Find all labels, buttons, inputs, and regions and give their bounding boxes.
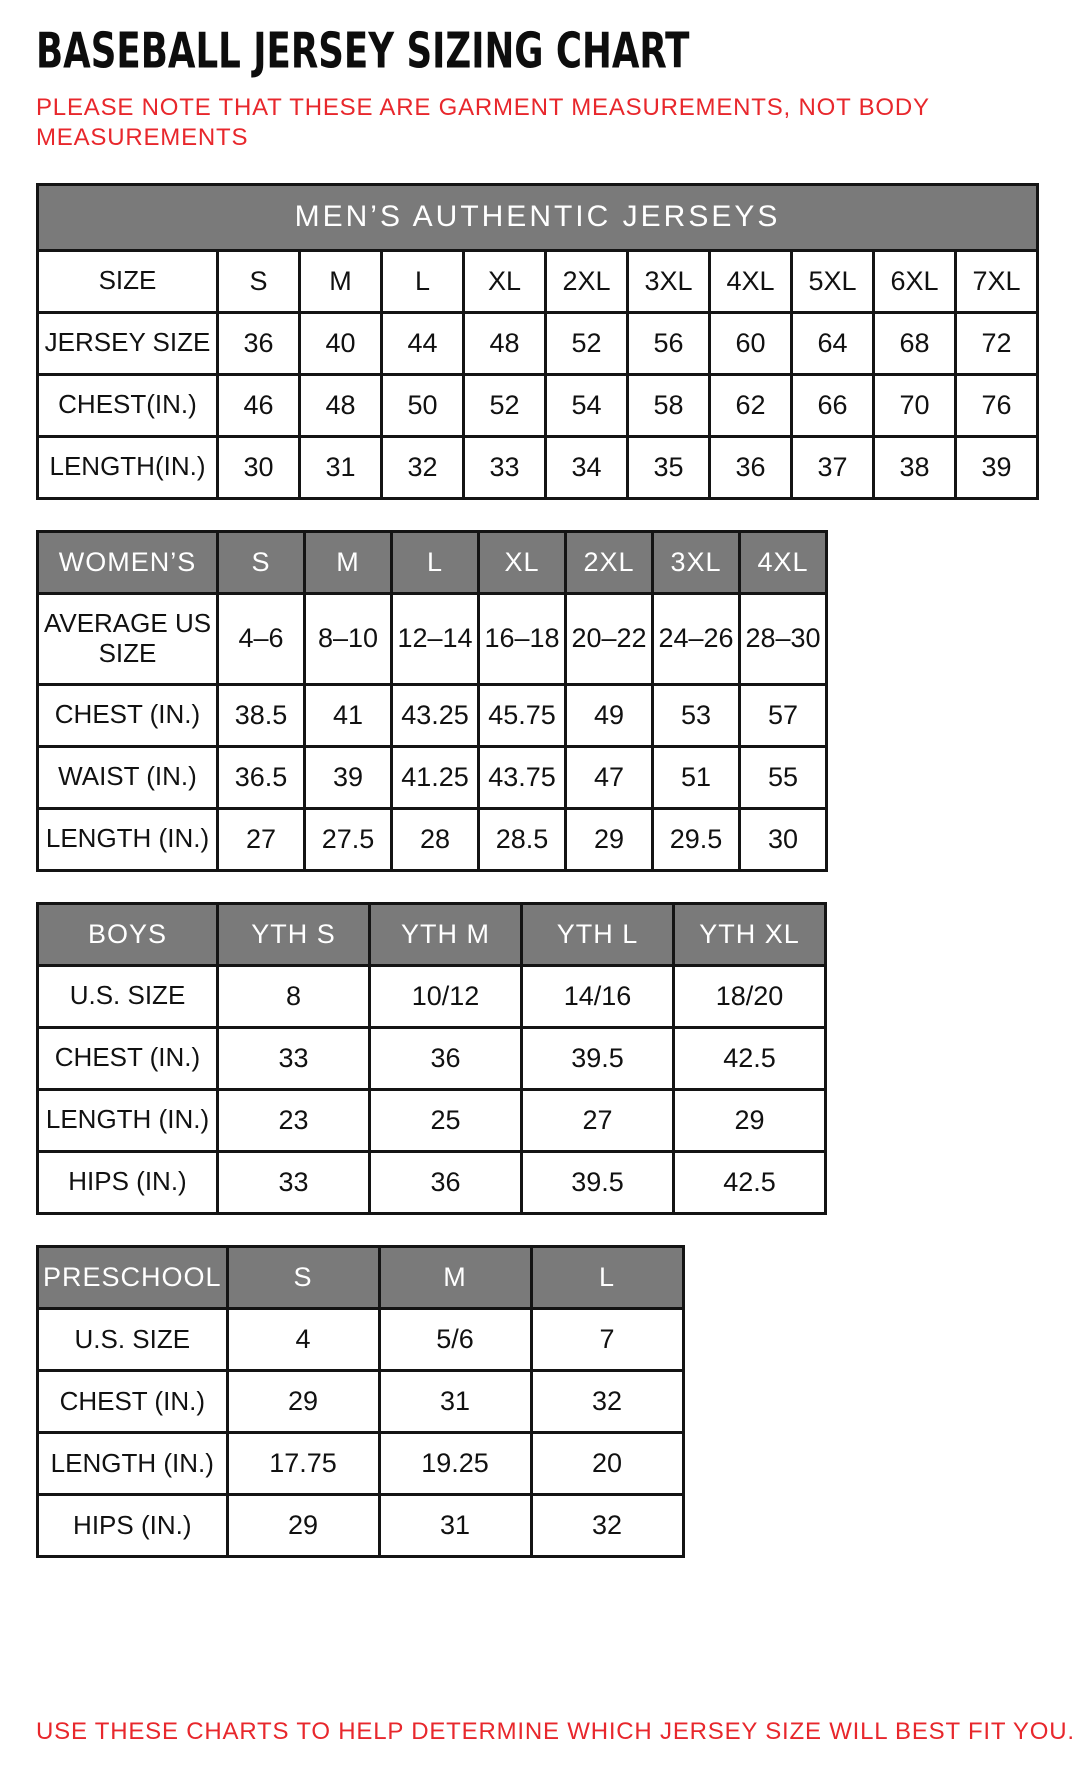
value-cell: XL — [464, 250, 546, 312]
value-cell: 27 — [218, 808, 305, 870]
boys-table — [36, 902, 827, 1215]
value-cell: 39 — [956, 436, 1038, 498]
value-cell: 12–14 — [392, 593, 479, 684]
value-cell: 18/20 — [674, 965, 826, 1027]
size-header-cell: YTH S — [218, 903, 370, 965]
value-cell: 76 — [956, 374, 1038, 436]
page-title: BASEBALL JERSEY SIZING CHART — [36, 22, 690, 81]
value-cell: 28–30 — [740, 593, 827, 684]
value-cell: 52 — [546, 312, 628, 374]
value-cell: 23 — [218, 1089, 370, 1151]
value-cell: 33 — [464, 436, 546, 498]
value-cell: 8 — [218, 965, 370, 1027]
value-cell: 32 — [531, 1370, 683, 1432]
value-cell: 31 — [379, 1370, 531, 1432]
value-cell: 43.25 — [392, 684, 479, 746]
garment-measurements-note: PLEASE NOTE THAT THESE ARE GARMENT MEASUREMENTS, NOT BODY MEASUREMENTS — [36, 94, 930, 151]
value-cell: 39 — [305, 746, 392, 808]
value-cell: 4–6 — [218, 593, 305, 684]
table-title-cell: PRESCHOOL — [38, 1246, 228, 1308]
value-cell: M — [300, 250, 382, 312]
size-header-cell: YTH XL — [674, 903, 826, 965]
value-cell: 24–26 — [653, 593, 740, 684]
value-cell: 2XL — [546, 250, 628, 312]
value-cell: 47 — [566, 746, 653, 808]
value-cell: 64 — [792, 312, 874, 374]
footer-note: USE THESE CHARTS TO HELP DETERMINE WHICH JERSEY SIZE WILL BEST FIT YOU. — [36, 1718, 1075, 1746]
table-row — [38, 1027, 826, 1089]
value-cell: 5XL — [792, 250, 874, 312]
value-cell: 6XL — [874, 250, 956, 312]
row-label: SIZE — [38, 250, 218, 312]
table-row — [38, 436, 1038, 498]
value-cell: 43.75 — [479, 746, 566, 808]
table-row — [38, 1495, 684, 1557]
value-cell: 19.25 — [379, 1433, 531, 1495]
value-cell: 10/12 — [370, 965, 522, 1027]
value-cell: 58 — [628, 374, 710, 436]
value-cell: 46 — [218, 374, 300, 436]
table-row — [38, 746, 827, 808]
size-header-cell: YTH M — [370, 903, 522, 965]
value-cell: 31 — [300, 436, 382, 498]
value-cell: 29 — [227, 1495, 379, 1557]
value-cell: 16–18 — [479, 593, 566, 684]
value-cell: 36.5 — [218, 746, 305, 808]
value-cell: 30 — [740, 808, 827, 870]
size-header-cell: M — [379, 1246, 531, 1308]
row-label: LENGTH(IN.) — [38, 436, 218, 498]
womens-table — [36, 530, 828, 872]
row-label: U.S. SIZE — [38, 1308, 228, 1370]
mens-table-header — [38, 185, 1038, 251]
value-cell: 32 — [382, 436, 464, 498]
row-label: HIPS (IN.) — [38, 1151, 218, 1213]
value-cell: 45.75 — [479, 684, 566, 746]
row-label: HIPS (IN.) — [38, 1495, 228, 1557]
value-cell: 38 — [874, 436, 956, 498]
table-title-cell: WOMEN’S — [38, 531, 218, 593]
preschool-table — [36, 1245, 685, 1558]
value-cell: 52 — [464, 374, 546, 436]
value-cell: 4XL — [710, 250, 792, 312]
table-row — [38, 1151, 826, 1213]
value-cell: 20 — [531, 1433, 683, 1495]
womens-table-header — [38, 531, 827, 593]
value-cell: 4 — [227, 1308, 379, 1370]
value-cell: 50 — [382, 374, 464, 436]
value-cell: 53 — [653, 684, 740, 746]
table-row — [38, 593, 827, 684]
size-header-cell: 4XL — [740, 531, 827, 593]
value-cell: 55 — [740, 746, 827, 808]
table-title-cell: BOYS — [38, 903, 218, 965]
size-header-cell: 2XL — [566, 531, 653, 593]
value-cell: 14/16 — [522, 965, 674, 1027]
table-row — [38, 1370, 684, 1432]
row-label: WAIST (IN.) — [38, 746, 218, 808]
value-cell: 51 — [653, 746, 740, 808]
preschool-table-header — [38, 1246, 684, 1308]
value-cell: 33 — [218, 1151, 370, 1213]
value-cell: L — [382, 250, 464, 312]
value-cell: 70 — [874, 374, 956, 436]
value-cell: 20–22 — [566, 593, 653, 684]
row-label: CHEST(IN.) — [38, 374, 218, 436]
value-cell: 29 — [674, 1089, 826, 1151]
value-cell: 30 — [218, 436, 300, 498]
size-header-cell: S — [227, 1246, 379, 1308]
value-cell: 39.5 — [522, 1151, 674, 1213]
value-cell: 40 — [300, 312, 382, 374]
value-cell: 41 — [305, 684, 392, 746]
value-cell: S — [218, 250, 300, 312]
table-header-row — [38, 185, 1038, 251]
value-cell: 49 — [566, 684, 653, 746]
size-header-cell: 3XL — [653, 531, 740, 593]
value-cell: 29.5 — [653, 808, 740, 870]
table-header-row — [38, 1246, 684, 1308]
value-cell: 60 — [710, 312, 792, 374]
value-cell: 48 — [300, 374, 382, 436]
row-label: LENGTH (IN.) — [38, 808, 218, 870]
value-cell: 7 — [531, 1308, 683, 1370]
value-cell: 41.25 — [392, 746, 479, 808]
preschool-table-body — [38, 1308, 684, 1556]
value-cell: 28.5 — [479, 808, 566, 870]
value-cell: 68 — [874, 312, 956, 374]
table-row — [38, 312, 1038, 374]
size-header-cell: XL — [479, 531, 566, 593]
value-cell: 8–10 — [305, 593, 392, 684]
mens-table-body — [38, 250, 1038, 498]
size-header-cell: L — [392, 531, 479, 593]
value-cell: 33 — [218, 1027, 370, 1089]
table-header-row — [38, 531, 827, 593]
value-cell: 72 — [956, 312, 1038, 374]
table-row — [38, 684, 827, 746]
value-cell: 5/6 — [379, 1308, 531, 1370]
row-label: LENGTH (IN.) — [38, 1089, 218, 1151]
size-header-cell: S — [218, 531, 305, 593]
size-header-cell: M — [305, 531, 392, 593]
value-cell: 42.5 — [674, 1151, 826, 1213]
value-cell: 42.5 — [674, 1027, 826, 1089]
value-cell: 25 — [370, 1089, 522, 1151]
mens-authentic-jerseys-table — [36, 183, 1039, 500]
row-label: AVERAGE US SIZE — [38, 593, 218, 684]
row-label: LENGTH (IN.) — [38, 1433, 228, 1495]
value-cell: 39.5 — [522, 1027, 674, 1089]
value-cell: 38.5 — [218, 684, 305, 746]
size-header-cell: YTH L — [522, 903, 674, 965]
value-cell: 37 — [792, 436, 874, 498]
womens-table-body — [38, 593, 827, 870]
row-label: CHEST (IN.) — [38, 1027, 218, 1089]
table-row — [38, 965, 826, 1027]
value-cell: 54 — [546, 374, 628, 436]
value-cell: 44 — [382, 312, 464, 374]
value-cell: 48 — [464, 312, 546, 374]
value-cell: 31 — [379, 1495, 531, 1557]
row-label: CHEST (IN.) — [38, 684, 218, 746]
value-cell: 17.75 — [227, 1433, 379, 1495]
value-cell: 36 — [370, 1151, 522, 1213]
value-cell: 28 — [392, 808, 479, 870]
value-cell: 32 — [531, 1495, 683, 1557]
row-label: JERSEY SIZE — [38, 312, 218, 374]
value-cell: 29 — [227, 1370, 379, 1432]
value-cell: 62 — [710, 374, 792, 436]
table-row — [38, 808, 827, 870]
value-cell: 57 — [740, 684, 827, 746]
boys-table-body — [38, 965, 826, 1213]
table-row — [38, 1089, 826, 1151]
table-row — [38, 1433, 684, 1495]
value-cell: 7XL — [956, 250, 1038, 312]
value-cell: 36 — [218, 312, 300, 374]
row-label: U.S. SIZE — [38, 965, 218, 1027]
value-cell: 3XL — [628, 250, 710, 312]
value-cell: 27 — [522, 1089, 674, 1151]
table-row — [38, 374, 1038, 436]
value-cell: 27.5 — [305, 808, 392, 870]
table-row — [38, 250, 1038, 312]
value-cell: 36 — [370, 1027, 522, 1089]
boys-table-header — [38, 903, 826, 965]
table-row — [38, 1308, 684, 1370]
value-cell: 29 — [566, 808, 653, 870]
value-cell: 66 — [792, 374, 874, 436]
mens-table-banner: MEN’S AUTHENTIC JERSEYS — [38, 185, 1038, 251]
value-cell: 34 — [546, 436, 628, 498]
size-header-cell: L — [531, 1246, 683, 1308]
value-cell: 35 — [628, 436, 710, 498]
row-label: CHEST (IN.) — [38, 1370, 228, 1432]
table-header-row — [38, 903, 826, 965]
value-cell: 36 — [710, 436, 792, 498]
value-cell: 56 — [628, 312, 710, 374]
